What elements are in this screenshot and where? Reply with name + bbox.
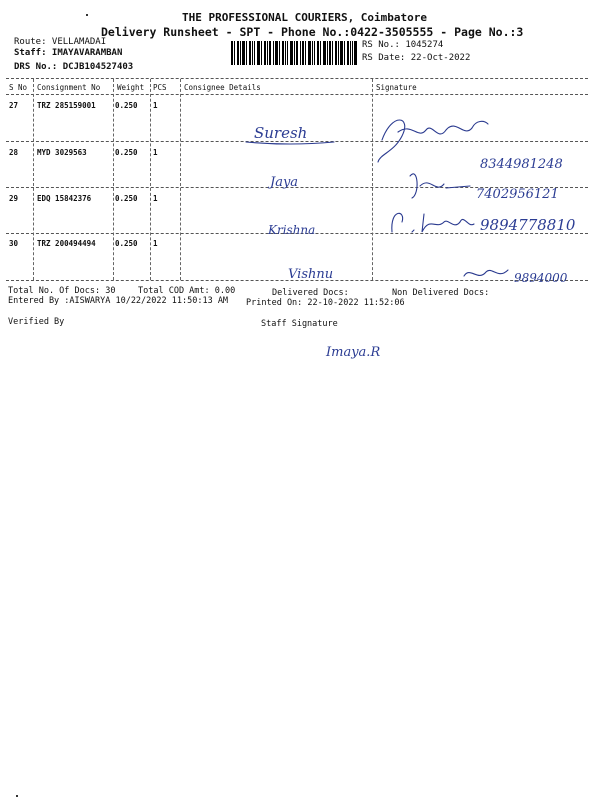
row-weight: 0.250 xyxy=(115,239,138,248)
row-sno: 29 xyxy=(9,194,19,203)
entered-by: Entered By :AISWARYA 10/22/2022 11:50:13 AM xyxy=(8,296,229,306)
signature-with-phone xyxy=(400,164,600,204)
printed-on: Printed On: 22-10-2022 11:52:06 xyxy=(246,298,405,308)
svg-text:9894000: 9894000 xyxy=(514,271,568,285)
table-header-rule xyxy=(6,94,588,95)
column-divider xyxy=(33,79,34,280)
row-consignment-no: EDQ 15842376 xyxy=(37,194,92,203)
delivered-docs: Delivered Docs: xyxy=(272,288,349,298)
table-top-rule xyxy=(6,78,588,79)
column-header-consignment: Consignment No xyxy=(37,83,101,92)
svg-text:Suresh: Suresh xyxy=(254,124,308,142)
svg-text:7402956121: 7402956121 xyxy=(476,187,559,202)
scan-speck xyxy=(86,14,88,16)
drs-number: DRS No.: DCJB104527403 xyxy=(14,62,134,72)
consignee-handwriting xyxy=(282,260,362,286)
company-name: THE PROFESSIONAL COURIERS, Coimbatore xyxy=(182,11,428,24)
consignee-handwriting xyxy=(240,118,340,148)
row-consignment-no: TRZ 200494494 xyxy=(37,239,96,248)
row-pcs: 1 xyxy=(153,101,158,110)
barcode-image xyxy=(231,41,357,65)
staff-label: Staff: IMAYAVARAMBAN xyxy=(14,48,123,58)
column-header-signature: Signature xyxy=(376,83,417,92)
column-header-sno: S No xyxy=(9,83,28,92)
svg-text:9894778810: 9894778810 xyxy=(480,216,576,234)
column-header-weight: Weight xyxy=(117,83,145,92)
row-weight: 0.250 xyxy=(115,194,138,203)
svg-text:Imaya.R: Imaya.R xyxy=(326,345,381,360)
column-header-pcs: PCS xyxy=(153,83,167,92)
route-label: Route: VELLAMADAI xyxy=(14,37,107,47)
row-pcs: 1 xyxy=(153,194,158,203)
svg-text:Jaya: Jaya xyxy=(270,175,299,190)
staff-signature-handwriting xyxy=(322,338,412,364)
row-sno: 28 xyxy=(9,148,19,157)
total-cod-amount: Total COD Amt: 0.00 xyxy=(138,286,236,296)
svg-text:Vishnu: Vishnu xyxy=(288,267,334,282)
row-weight: 0.250 xyxy=(115,101,138,110)
row-pcs: 1 xyxy=(153,239,158,248)
rs-number: RS No.: 1045274 xyxy=(362,40,444,50)
signature-with-phone xyxy=(384,204,600,244)
column-divider xyxy=(180,79,181,280)
row-weight: 0.250 xyxy=(115,148,138,157)
rs-date: RS Date: 22-Oct-2022 xyxy=(362,53,471,63)
row-pcs: 1 xyxy=(153,148,158,157)
column-header-consignee: Consignee Details xyxy=(184,83,261,92)
row-sno: 30 xyxy=(9,239,19,248)
svg-text:Krishna: Krishna xyxy=(268,223,316,237)
scan-speck xyxy=(16,795,18,797)
column-divider xyxy=(150,79,151,280)
svg-text:8344981248: 8344981248 xyxy=(480,157,563,172)
row-consignment-no: TRZ 285159001 xyxy=(37,101,96,110)
staff-signature-label: Staff Signature xyxy=(261,319,338,329)
consignee-handwriting xyxy=(262,168,332,194)
verified-by-label: Verified By xyxy=(8,317,65,327)
non-delivered-docs: Non Delivered Docs: xyxy=(392,288,490,298)
consignee-handwriting xyxy=(262,216,352,242)
total-docs: Total No. Of Docs: 30 xyxy=(8,286,116,296)
column-divider xyxy=(113,79,114,280)
row-sno: 27 xyxy=(9,101,19,110)
row-consignment-no: MYD 3029563 xyxy=(37,148,87,157)
runsheet-title: Delivery Runsheet - SPT - Phone No.:0422-3505555 - Page No.:3 xyxy=(101,25,524,39)
